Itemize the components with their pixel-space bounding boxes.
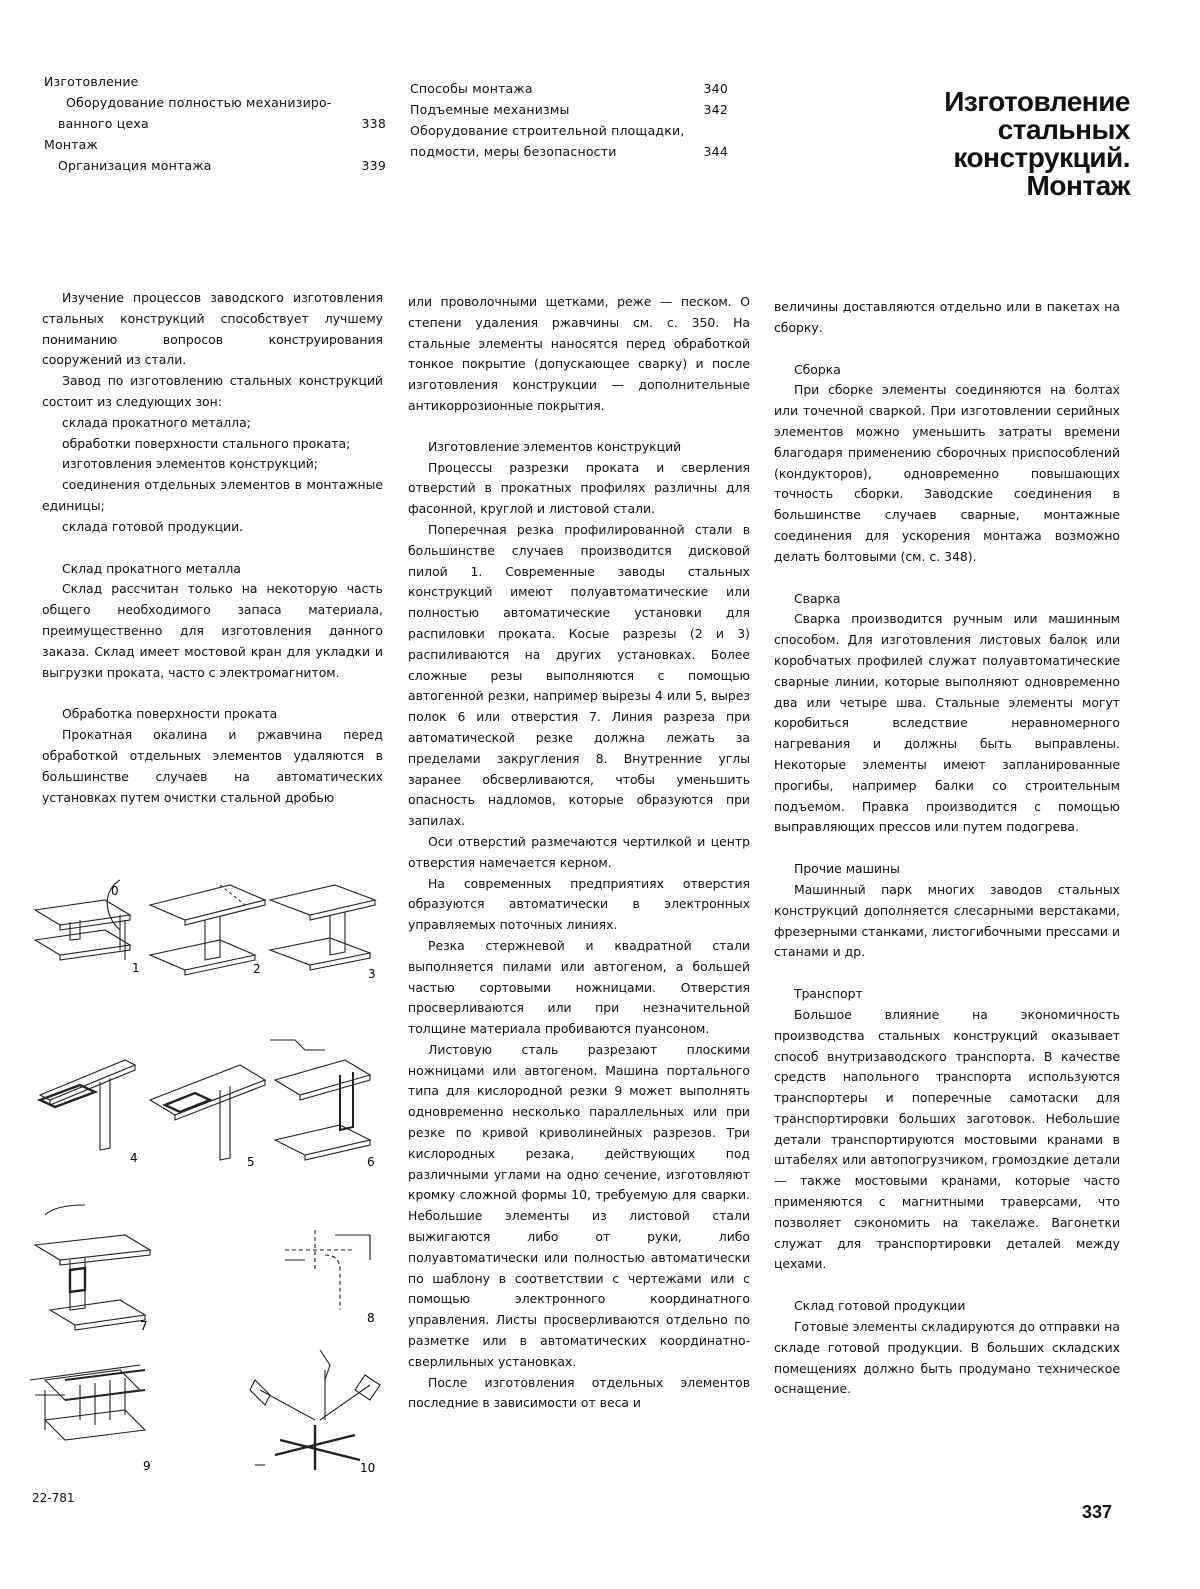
paragraph: При сборке элементы соединяются на болтах или точечной сваркой. При изготовлении серийных элементов можно уменьшить затраты времени благодаря применению сборочных приспособлений (кондукторов), одновременно повышающих точность сборки. Заводские соединения в большинстве случаев сварные, монтажные соединения для ускорения монтажа возможно делать болтовыми (см. с. 348).: [774, 382, 1120, 564]
section-heading: Транспорт: [794, 986, 863, 1002]
section-heading: Обработка поверхности проката: [62, 706, 278, 722]
column-3: [774, 297, 1120, 1400]
toc-entry[interactable]: [44, 155, 386, 176]
column-2: [408, 292, 750, 1414]
paragraph: Резка стержневой и квадратной стали выполняется пилами или автогеном, а большей частью сортовыми ножницами. Отверстия просверливаются или при незначительной толщине материала пробиваются пуансоном.: [408, 937, 750, 1037]
toc-entry[interactable]: [410, 120, 728, 141]
toc-entry[interactable]: [44, 92, 386, 113]
paragraph: После изготовления отдельных элементов последние в зависимости от веса и: [408, 1374, 750, 1411]
toc-page: 340: [703, 81, 728, 96]
toc-left: [44, 71, 386, 176]
title-line: стальных: [997, 114, 1130, 145]
paragraph: Большое влияние на экономичность производства стальных конструкций оказывает способ внутризаводского транспорта. В качестве средств напольного транспорта используются транспортеры и поперечные самотаски для транспортировки больших заготовок. Небольшие детали транспортируются мостовыми кранами в штабелях или автопогрузчиком, громоздкие детали — также мостовыми кранами, которые часто применяются с магнитными траверсами, что позволяет сэкономить на такелаже. Вагонетки служат для транспортировки деталей между цехами.: [774, 1006, 1120, 1272]
toc-label: Монтаж: [44, 137, 99, 152]
figure-number-3: 3: [368, 967, 376, 981]
figure-2: [150, 885, 265, 975]
toc-label: Оборудование полностью механизиро-: [66, 95, 332, 110]
figure-3: [270, 885, 375, 970]
list-item: изготовления элементов конструкций;: [62, 456, 318, 472]
figure-5: [150, 1065, 265, 1160]
figure-number-2: 2: [253, 962, 261, 976]
figure-number-6: 6: [367, 1155, 375, 1169]
section-heading: Изготовление элементов конструкций: [428, 438, 682, 454]
list-item: склада прокатного металла;: [62, 414, 251, 430]
figure-4: [40, 1060, 135, 1150]
column-1: [42, 288, 383, 808]
paragraph: Прокатная окалина и ржавчина перед обработкой отдельных элементов удаляются в большинстве случаев на автоматических установках путем очистки стальной дробью: [42, 727, 383, 805]
paragraph: Склад рассчитан только на некоторую часть общего необходимого запаса материала, преимущественно для изготовления данного заказа. Склад имеет мостовой кран для укладки и выгрузки проката, часто с электромагнитом.: [42, 581, 383, 680]
paragraph: Машинный парк многих заводов стальных конструкций дополняется слесарными верстаками, фрезерными станками, листогибочными прессами и станами и др.: [774, 881, 1120, 960]
section-heading: Сварка: [794, 590, 841, 606]
paragraph: Сварка производится ручным или машинным способом. Для изготовления листовых балок или коробчатых профилей служат полуавтоматические сварные линии, которые выполняют одновременно два или четыре шва. Стальные элементы могут коробиться вследствие неравномерного нагревания и должны быть выправлены. Некоторые элементы имеют запланированные прогибы, например балки со строительным подъемом. Правка производится с помощью выправляющих прессов или путем подогрева.: [774, 611, 1120, 835]
toc-entry[interactable]: [410, 141, 728, 162]
paragraph: Листовую сталь разрезают плоскими ножницами или автогеном. Машина портального типа для кислородной резки 9 может выполнять одновременно несколько параллельных или при резке по кривой криволинейных разрезов. Три кислородных резака, действующих под различными углами на одно сечение, изготовляют кромку сложной формы 10, требуемую для сварки. Небольшие элементы из листовой стали выжигаются либо от руки, либо полуавтоматически или полностью автоматически по шаблону в соответствии с чертежами или с помощью электронного координатного управления. Листы просверливаются отдельно по разметке или в автоматических координатно-сверлильных установках.: [408, 1041, 750, 1369]
paragraph: величины доставляются отдельно или в пакетах на сборку.: [774, 299, 1120, 335]
list-item: обработки поверхности стального проката;: [62, 435, 351, 451]
figure-number-8: 8: [367, 1311, 375, 1325]
toc-label: Оборудование строительной площадки,: [410, 123, 685, 138]
paragraph: Процессы разрезки проката и сверления отверстий в прокатных профилях различны для фасонной, круглой и листовой стали.: [408, 459, 750, 517]
section-heading: Склад готовой продукции: [794, 1298, 966, 1314]
figure-7: [35, 1205, 150, 1330]
section-heading: Сборка: [794, 361, 841, 377]
toc-label: ванного цеха: [58, 116, 149, 131]
toc-right: [410, 78, 728, 162]
figure-8: [285, 1230, 370, 1310]
page-number: 337: [1082, 1502, 1113, 1522]
figure-number-7: 7: [140, 1319, 148, 1333]
figure-6: [270, 1040, 370, 1160]
toc-page: 342: [703, 102, 728, 117]
toc-page: 339: [361, 158, 386, 173]
figure-label-0: 0: [111, 884, 119, 898]
footer-code: 22-781: [32, 1491, 75, 1505]
toc-entry[interactable]: [44, 113, 386, 134]
toc-label: Подъемные механизмы: [410, 102, 570, 117]
title-line: Монтаж: [1026, 170, 1130, 201]
section-heading: Склад прокатного металла: [62, 560, 241, 576]
figure-number-4: 4: [130, 1151, 138, 1165]
list-item: соединения отдельных элементов в монтажные единицы;: [42, 477, 383, 513]
paragraph: Поперечная резка профилированной стали в большинстве случаев производится дисковой пилой 1. Современные заводы стальных конструкций имеют полуавтоматические или полностью автоматические установки для распиловки проката. Косые разрезы (2 и 3) распиливаются на других установках. Более сложные резы выполняются с помощью автогенной резки, например вырезы 4 или 5, вырез полок 6 или отверстия 7. Линия разреза при автоматической резке должна лежать за пределами закругления 8. Внутренние углы заранее обсверливаются, чтобы уменьшить опасность надломов, которые образуются при запилах.: [408, 521, 750, 829]
paragraph: На современных предприятиях отверстия образуются автоматически в электронных управляемых поточных линиях.: [408, 875, 750, 933]
figure-9: [30, 1365, 145, 1440]
toc-entry[interactable]: [410, 78, 728, 99]
toc-label: Способы монтажа: [410, 81, 533, 96]
paragraph: Оси отверстий размечаются чертилкой и центр отверстия намечается керном.: [408, 833, 750, 870]
paragraph: или проволочными щетками, реже — песком. О степени удаления ржавчины см. с. 350. На стальные элементы наносятся перед обработкой тонкое покрытие (допускающее сварку) и после изготовления конструкции — дополнительные антикоррозионные покрытия.: [408, 294, 750, 413]
toc-entry[interactable]: [410, 99, 728, 120]
figure-number-9: 9: [143, 1459, 151, 1473]
title-line: конструкций.: [953, 142, 1130, 173]
paragraph: Завод по изготовлению стальных конструкций состоит из следующих зон:: [42, 373, 383, 409]
page-title: [800, 88, 1130, 200]
toc-label: Организация монтажа: [58, 158, 212, 173]
figure-number-1: 1: [132, 961, 140, 975]
list-item: склада готовой продукции.: [62, 518, 244, 534]
paragraph: Готовые элементы складируются до отправки на складе готовой продукции. В больших складских помещениях должно быть продумано техническое оснащение.: [774, 1319, 1120, 1397]
toc-label: подмости, меры безопасности: [410, 144, 617, 159]
title-line: Изготовление: [944, 86, 1130, 117]
toc-entry[interactable]: [44, 134, 386, 155]
toc-page: 338: [361, 116, 386, 131]
figure-number-10: 10: [360, 1461, 376, 1475]
paragraph: Изучение процессов заводского изготовления стальных конструкций способствует лучшему пониманию вопросов конструирования сооружений из стали.: [42, 290, 383, 368]
figure-number-5: 5: [247, 1155, 255, 1169]
toc-page: 344: [703, 144, 728, 159]
figures-panel: [25, 860, 395, 1490]
toc-label: Изготовление: [44, 74, 139, 89]
toc-entry[interactable]: [44, 71, 386, 92]
section-heading: Прочие машины: [794, 861, 900, 877]
figure-10: [250, 1350, 380, 1470]
